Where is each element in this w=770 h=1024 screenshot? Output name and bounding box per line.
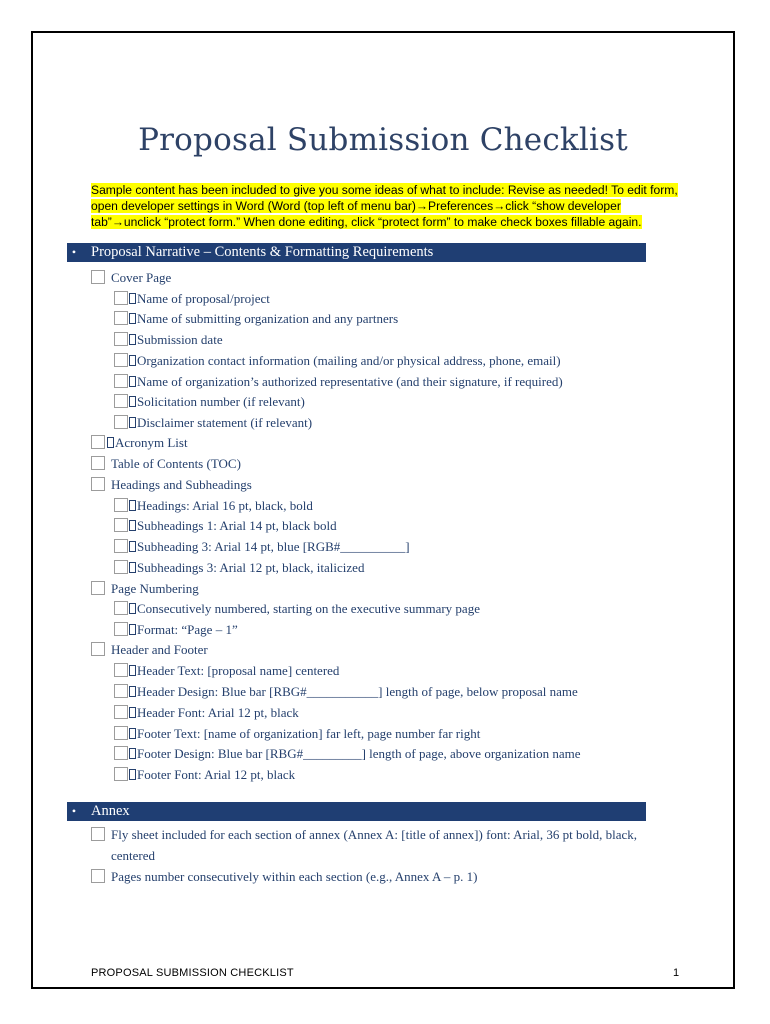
checkbox[interactable] [91, 827, 105, 841]
checkbox[interactable] [91, 642, 105, 656]
page-number: 1 [673, 967, 680, 979]
checklist-item-label: Table of Contents (TOC) [111, 456, 241, 471]
checklist-item-label: Submission date [137, 332, 223, 347]
highlighted-note-text: Sample content has been included to give you some ideas of what to include: Revise as needed! To edit form, open developer settings in Word (Word (top left of menu bar)→Preferences→click “show developer tab”→unclick “protect form.” When done editing, click “protect form” to make check boxes fillable again. [91, 183, 678, 229]
checkbox[interactable] [91, 456, 105, 470]
checkbox[interactable] [114, 394, 128, 408]
document-page [31, 31, 735, 989]
checklist-item-label: Name of submitting organization and any partners [137, 311, 399, 326]
checkbox[interactable] [114, 311, 128, 325]
checklist-item-label: Name of organization’s authorized representative (and their signature, if required) [137, 374, 563, 389]
checkbox[interactable] [114, 374, 128, 388]
checkbox[interactable] [91, 435, 105, 449]
checklist-item-label: Subheadings 3: Arial 12 pt, black, italicized [137, 560, 365, 575]
missing-glyph-icon [129, 520, 136, 531]
checkbox[interactable] [91, 581, 105, 595]
checklist-item-label: Header Text: [proposal name] centered [137, 663, 340, 678]
checklist-item-label: Page Numbering [111, 581, 199, 596]
checklist-item-label: Footer Font: Arial 12 pt, black [137, 767, 296, 782]
checklist-item-label: Footer Design: Blue bar [RBG#_________] length of page, above organization name [137, 746, 581, 761]
checklist-item-label: Consecutively numbered, starting on the executive summary page [137, 601, 480, 616]
checklist-item-label: Footer Text: [name of organization] far left, page number far right [137, 726, 481, 741]
checkbox[interactable] [114, 767, 128, 781]
checkbox[interactable] [114, 539, 128, 553]
bullet-icon: • [71, 245, 77, 259]
checkbox[interactable] [91, 869, 105, 883]
checkbox[interactable] [114, 415, 128, 429]
checkbox[interactable] [114, 663, 128, 677]
missing-glyph-icon [129, 334, 136, 345]
missing-glyph-icon [129, 376, 136, 387]
section-heading-bar-narrative [67, 243, 646, 262]
checkbox[interactable] [114, 746, 128, 760]
checklist-item-label: Header Design: Blue bar [RBG#___________] length of page, below proposal name [137, 684, 578, 699]
checklist-item-label: Organization contact information (mailing and/or physical address, phone, email) [137, 353, 561, 368]
missing-glyph-icon [129, 396, 136, 407]
checkbox[interactable] [91, 270, 105, 284]
checklist-item-label: Header and Footer [111, 642, 208, 657]
section-heading-narrative: Proposal Narrative – Contents & Formatting Requirements [91, 244, 434, 260]
missing-glyph-icon [129, 686, 136, 697]
checkbox[interactable] [114, 353, 128, 367]
checklist-item-label: Pages number consecutively within each section (e.g., Annex A – p. 1) [111, 869, 478, 884]
section-heading-bar-annex [67, 802, 646, 821]
checkbox[interactable] [114, 705, 128, 719]
missing-glyph-icon [129, 293, 136, 304]
missing-glyph-icon [107, 437, 114, 448]
checkbox[interactable] [114, 498, 128, 512]
checkbox[interactable] [91, 477, 105, 491]
checklist-item-label: Headings and Subheadings [111, 477, 252, 492]
checklist-item-label: Name of proposal/project [137, 291, 270, 306]
missing-glyph-icon [129, 665, 136, 676]
checkbox[interactable] [114, 518, 128, 532]
checklist-item-label: Disclaimer statement (if relevant) [137, 415, 313, 430]
checklist-item-label: Subheading 3: Arial 14 pt, blue [RGB#__________] [137, 539, 410, 554]
checklist-item-label: Cover Page [111, 270, 172, 285]
checklist-item-label: Headings: Arial 16 pt, black, bold [137, 498, 313, 513]
missing-glyph-icon [129, 769, 136, 780]
checklist-item-label: Solicitation number (if relevant) [137, 394, 305, 409]
missing-glyph-icon [129, 728, 136, 739]
checkbox[interactable] [114, 684, 128, 698]
checklist-item-label: Subheadings 1: Arial 14 pt, black bold [137, 518, 337, 533]
missing-glyph-icon [129, 313, 136, 324]
missing-glyph-icon [129, 500, 136, 511]
checkbox[interactable] [114, 622, 128, 636]
missing-glyph-icon [129, 624, 136, 635]
checkbox[interactable] [114, 560, 128, 574]
checklist-item-label: Format: “Page – 1” [137, 622, 238, 637]
page-title: Proposal Submission Checklist [138, 122, 628, 158]
checklist-item-label: Acronym List [115, 435, 188, 450]
checklist-item-continuation: centered [111, 848, 156, 863]
checkbox[interactable] [114, 726, 128, 740]
checkbox[interactable] [114, 332, 128, 346]
bullet-icon: • [71, 804, 77, 818]
checklist-item-label: Fly sheet included for each section of annex (Annex A: [title of annex]) font: Arial, 36 pt bold, black, [111, 827, 637, 842]
missing-glyph-icon [129, 541, 136, 552]
checkbox[interactable] [114, 601, 128, 615]
missing-glyph-icon [129, 417, 136, 428]
section-heading-annex: Annex [91, 803, 130, 819]
checkbox[interactable] [114, 291, 128, 305]
missing-glyph-icon [129, 707, 136, 718]
missing-glyph-icon [129, 603, 136, 614]
missing-glyph-icon [129, 355, 136, 366]
missing-glyph-icon [129, 562, 136, 573]
footer-title: PROPOSAL SUBMISSION CHECKLIST [91, 967, 294, 979]
checklist-item-label: Header Font: Arial 12 pt, black [137, 705, 299, 720]
instruction-note [91, 182, 691, 230]
missing-glyph-icon [129, 748, 136, 759]
